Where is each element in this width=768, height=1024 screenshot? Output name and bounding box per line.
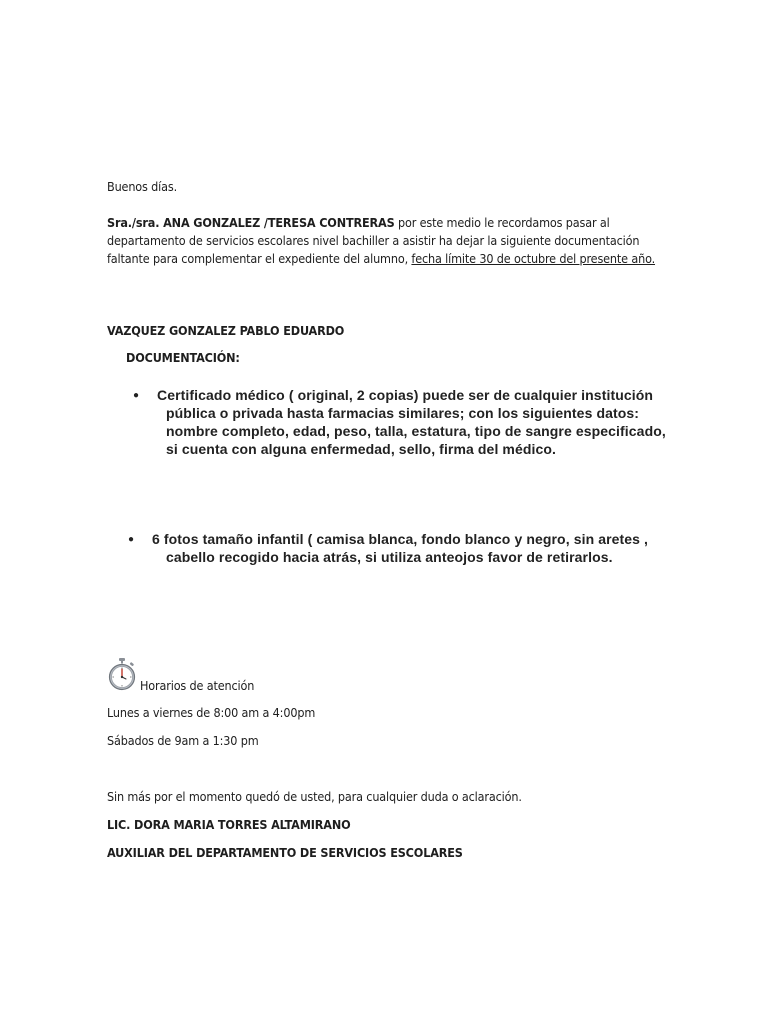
signer-name: LIC. DORA MARIA TORRES ALTAMIRANO [107,817,351,832]
deadline-text: fecha límite 30 de octubre del presente año. [411,251,656,266]
stopwatch-icon [107,657,137,691]
closing-line: Sin más por el momento quedó de usted, para cualquier duda o aclaración. [107,789,522,804]
weekday-hours: Lunes a viernes de 8:00 am a 4:00pm [107,705,316,720]
document-item-photos: ● 6 fotos tamaño infantil ( camisa blanca, fondo blanco y negro, sin aretes , cabello recogido hacia atrás, si utiliza anteojos favor de retirarlos. [128,531,649,565]
document-item-medical-certificate: ● Certificado médico ( original, 2 copias) puede ser de cualquier institución pública o privada hasta farmacias similares; con los siguientes datos: nombre completo, edad, peso, talla, estatura, tipo de sangre especificado, si cuenta con alguna enfermedad, sello, firma del médico. [133,387,666,457]
hours-title: Horarios de atención [140,678,255,693]
salutation: Sra./sra. ANA GONZALEZ /TERESA CONTRERAS [107,215,395,230]
paragraph-body: por este medio le recordamos pasar al departamento de servicios escolares nivel bachiller a asistir ha dejar la siguiente documentación faltante para complementar el expediente del alumno, [107,215,640,266]
documents-heading: DOCUMENTACIÓN: [126,350,240,365]
student-name: VAZQUEZ GONZALEZ PABLO EDUARDO [107,323,345,338]
intro-paragraph [107,214,667,268]
saturday-hours: Sábados de 9am a 1:30 pm [107,733,259,748]
document-item-text: Certificado médico ( original, 2 copias) puede ser de cualquier institución pública o privada hasta farmacias similares; con los siguientes datos: nombre completo, edad, peso, talla, estatura, tipo de sangre especificado, si cuenta con alguna enfermedad, sello, firma del médico. [157,387,666,457]
greeting: Buenos días. [107,179,177,194]
document-item-text: 6 fotos tamaño infantil ( camisa blanca, fondo blanco y negro, sin aretes , cabello recogido hacia atrás, si utiliza anteojos favor de retirarlos. [152,531,649,565]
signer-role: AUXILIAR DEL DEPARTAMENTO DE SERVICIOS ESCOLARES [107,845,463,860]
